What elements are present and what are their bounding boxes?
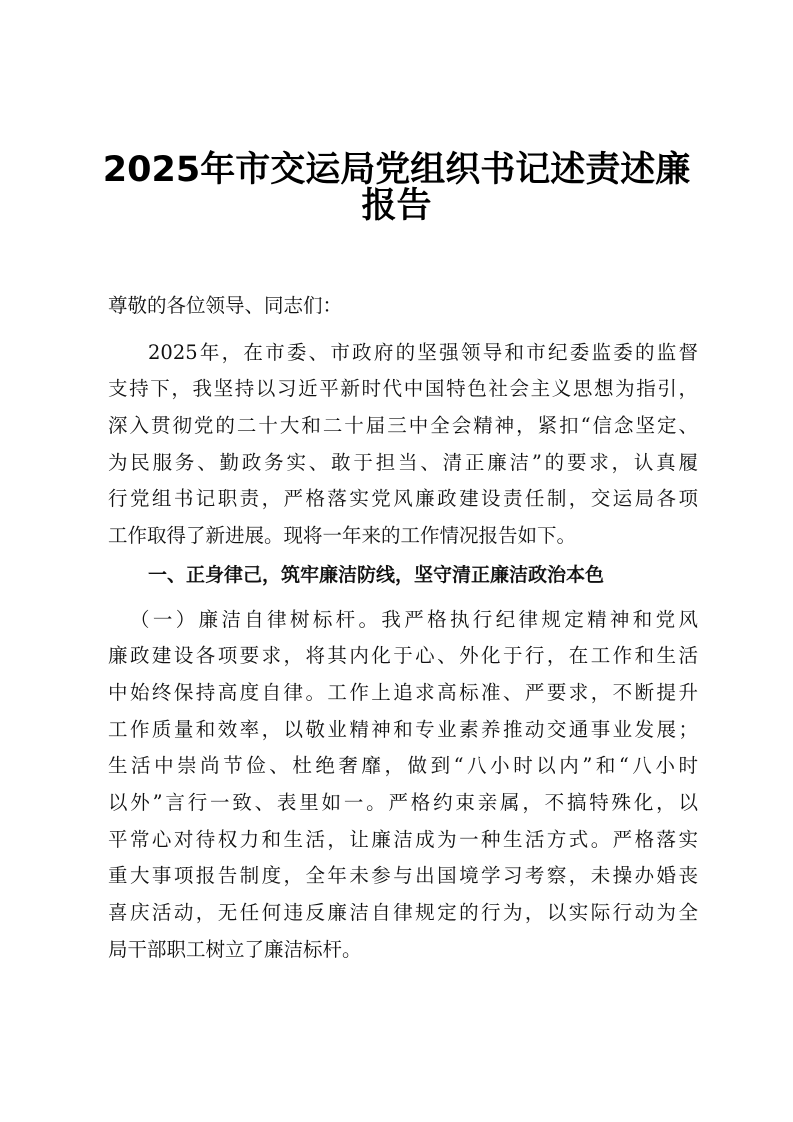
paragraph-line: 工作取得了新进展。现将一年来的工作情况报告如下。 (108, 524, 577, 548)
paragraph-line: 廉政建设各项要求，将其内化于心、外化于行，在工作和生活 (108, 644, 698, 668)
title-line-2: 报告 (361, 186, 432, 226)
paragraph-line: 生活中崇尚节俭、杜绝奢靡，做到“八小时以内”和“八小时 (108, 754, 698, 778)
paragraph-line: 喜庆活动，无任何违反廉洁自律规定的行为，以实际行动为全 (108, 901, 698, 924)
paragraph-line: 行党组书记职责，严格落实党风廉政建设责任制，交运局各项 (108, 487, 698, 511)
section1-paragraph (108, 602, 698, 969)
title-line-1: 2025年市交运局党组织书记述责述廉 (102, 150, 691, 190)
paragraph-line: （一）廉洁自律树标杆。我严格执行纪律规定精神和党风 (130, 607, 698, 631)
paragraph-line: 支持下，我坚持以习近平新时代中国特色社会主义思想为指引， (108, 377, 698, 401)
paragraph-line: 工作质量和效率，以敬业精神和专业素养推动交通事业发展； (108, 717, 698, 741)
paragraph-line: 重大事项报告制度，全年未参与出国境学习考察，未操办婚丧 (108, 864, 698, 888)
document-body (108, 288, 698, 968)
paragraph-line: 局干部职工树立了廉洁标杆。 (108, 937, 362, 961)
document-title (60, 152, 733, 224)
paragraph-line: 2025年，在市委、市政府的坚强领导和市纪委监委的监督 (148, 340, 698, 364)
salutation: 尊敬的各位领导、同志们： (108, 294, 343, 317)
intro-paragraph (108, 335, 698, 555)
paragraph-line: 以外”言行一致、表里如一。严格约束亲属，不搞特殊化，以 (108, 790, 698, 814)
paragraph-line: 平常心对待权力和生活，让廉洁成为一种生活方式。严格落实 (108, 827, 698, 851)
paragraph-line: 深入贯彻党的二十大和二十届三中全会精神，紧扣“信念坚定、 (108, 414, 698, 438)
paragraph-line: 中始终保持高度自律。工作上追求高标准、严要求，不断提升 (108, 680, 698, 704)
paragraph-line: 为民服务、勤政务实、敢于担当、清正廉洁”的要求，认真履 (108, 450, 698, 474)
section-heading: 一、正身律己，筑牢廉洁防线，坚守清正廉洁政治本色 (148, 563, 605, 586)
